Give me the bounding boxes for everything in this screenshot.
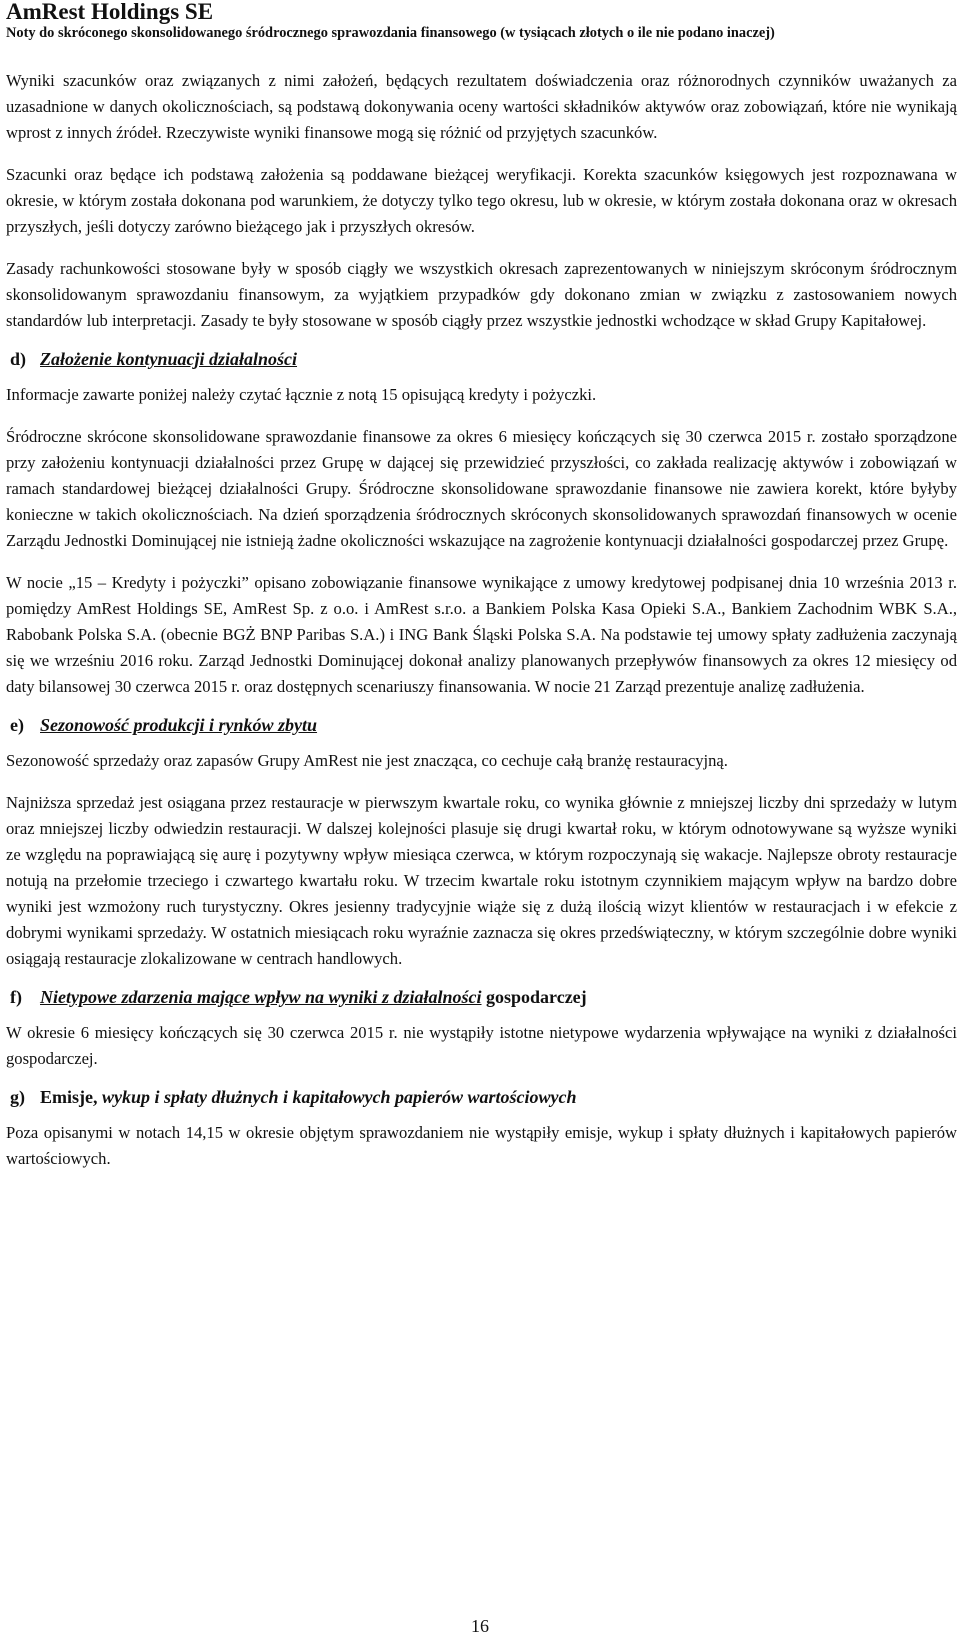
paragraph-seasonality-summary: Sezonowość sprzedaży oraz zapasów Grupy AmRest nie jest znacząca, co cechuje całą branżę restauracyjną.: [6, 751, 728, 770]
section-title-plain: gospodarczej: [486, 987, 587, 1007]
section-heading-unusual-events: [6, 984, 957, 1010]
paragraph-unusual-events: W okresie 6 miesięcy kończących się 30 czerwca 2015 r. nie wystąpiły istotne nietypowe wydarzenia wpływające na wyniki z działalności gospodarczej.: [6, 1023, 957, 1068]
paragraph-going-concern-basis: Śródroczne skrócone skonsolidowane sprawozdanie finansowe za okres 6 miesięcy kończących się 30 czerwca 2015 r. zostało sporządzone przy założeniu kontynuacji działalności przez Grupę w dającej się przewidzieć przyszłości, co zakłada realizację aktywów i zobowiązań w ramach standardowej bieżącej działalności Grupy. Śródroczne skonsolidowane sprawozdanie finansowe nie zawiera korekt, które byłyby konieczne w takich okolicznościach. Na dzień sporządzenia śródrocznych skróconych skonsolidowanych sprawozdań finansowych w ocenie Zarządu Jednostki Dominującej nie istnieją żadne okoliczności wskazujące na zagrożenie kontynuacji działalności gospodarczej przez Grupę.: [6, 427, 957, 550]
company-name: AmRest Holdings SE: [6, 0, 214, 24]
paragraph-estimates-results: Wyniki szacunków oraz związanych z nimi założeń, będących rezultatem doświadczenia oraz różnorodnych czynników uważanych za uzasadnione w danych okolicznościach, są podstawą dokonywania oceny wartości składników aktywów oraz zobowiązań, które nie wynikają wprost z innych źródeł. Rzeczywiste wyniki finansowe mogą się różnić od przyjętych szacunków.: [6, 71, 957, 142]
paragraph-going-concern-intro: Informacje zawarte poniżej należy czytać łącznie z notą 15 opisującą kredyty i pożyczki.: [6, 385, 597, 404]
section-heading-going-concern: [6, 346, 957, 372]
section-letter: d): [10, 349, 27, 369]
page-number: 16: [471, 1616, 489, 1636]
paragraph-securities: Poza opisanymi w notach 14,15 w okresie objętym sprawozdaniem nie wystąpiły emisje, wykup i spłaty dłużnych i kapitałowych papierów wartościowych.: [6, 1123, 957, 1168]
section-title-italic: wykup i spłaty dłużnych i kapitałowych papierów wartościowych: [102, 1087, 577, 1107]
section-title: Sezonowość produkcji i rynków zbytu: [40, 715, 318, 735]
section-letter: g): [10, 1087, 25, 1107]
section-heading-seasonality: [6, 712, 957, 738]
paragraph-estimates-verification: Szacunki oraz będące ich podstawą założenia są poddawane bieżącej weryfikacji. Korekta szacunków księgowych jest rozpoznawana w okresie, w którym została dokonana pod warunkiem, że dotyczy tylko tego okresu, lub w okresie, w którym została dokonana oraz w okresach przyszłych, jeśli dotyczy zarówno bieżącego jak i przyszłych okresów.: [6, 165, 957, 236]
paragraph-credit-agreement: W nocie „15 – Kredyty i pożyczki” opisano zobowiązanie finansowe wynikające z umowy kredytowej podpisanej dnia 10 września 2013 r. pomiędzy AmRest Holdings SE, AmRest Sp. z o.o. i AmRest s.r.o. a Bankiem Polska Kasa Opieki S.A., Bankiem Zachodnim WBK S.A., Rabobank Polska S.A. (obecnie BGŻ BNP Paribas S.A.) i ING Bank Śląski Polska S.A. Na podstawie tej umowy spłaty zadłużenia zaczynają się we wrześniu 2016 roku. Zarząd Jednostki Dominującej dokonał analizy planowanych przepływów finansowych za okres 12 miesięcy od daty bilansowej 30 czerwca 2015 r. oraz dostępnych scenariuszy finansowania. W nocie 21 Zarząd prezentuje analizę zadłużenia.: [6, 573, 957, 696]
running-header-note: Noty do skróconego skonsolidowanego śródrocznego sprawozdania finansowego (w tysiącach złotych o ile nie podano inaczej): [6, 25, 775, 41]
section-title-plain: Emisje,: [40, 1087, 98, 1107]
section-letter: e): [10, 715, 24, 735]
paragraph-seasonality-quarters: Najniższa sprzedaż jest osiągana przez restauracje w pierwszym kwartale roku, co wynika głównie z mniejszej liczby dni sprzedaży w lutym oraz mniejszej liczby odwiedzin restauracji. W dalszej kolejności plasuje się drugi kwartał roku, w którym odnotowywane są wyższe wyniki ze względu na poprawiającą się aurę i pozytywny wpływ miesiąca czerwca, w którym rozpoczynają się wakacje. Najlepsze obroty restauracje notują na przełomie trzeciego i czwartego kwartału roku. W trzecim kwartale roku istotnym czynnikiem mającym wpływ na bardzo dobre wyniki jest wzmożony ruch turystyczny. Okres jesienny tradycyjnie wiąże się z dużą ilością wizyt klientów w restauracjach i w efekcie z dobrymi wynikami sprzedaży. W ostatnich miesiącach roku wyraźnie zaznacza się okres przedświąteczny, w którym szczególnie dobre wyniki osiągają restauracje zlokalizowane w centrach handlowych.: [6, 793, 957, 968]
document-body: [6, 68, 957, 1172]
section-heading-securities: [6, 1084, 957, 1110]
paragraph-accounting-policies: Zasady rachunkowości stosowane były w sposób ciągły we wszystkich okresach zaprezentowanych w niniejszym skróconym śródrocznym skonsolidowanym sprawozdaniu finansowym, za wyjątkiem przypadków gdy dokonano zmian w związku z zastosowaniem nowych standardów lub interpretacji. Zasady te były stosowane w sposób ciągły przez wszystkie jednostki wchodzące w skład Grupy Kapitałowej.: [6, 259, 957, 330]
section-title: Założenie kontynuacji działalności: [40, 349, 298, 369]
section-title-italic: Nietypowe zdarzenia mające wpływ na wyniki z działalności: [40, 987, 482, 1007]
section-letter: f): [10, 987, 22, 1007]
